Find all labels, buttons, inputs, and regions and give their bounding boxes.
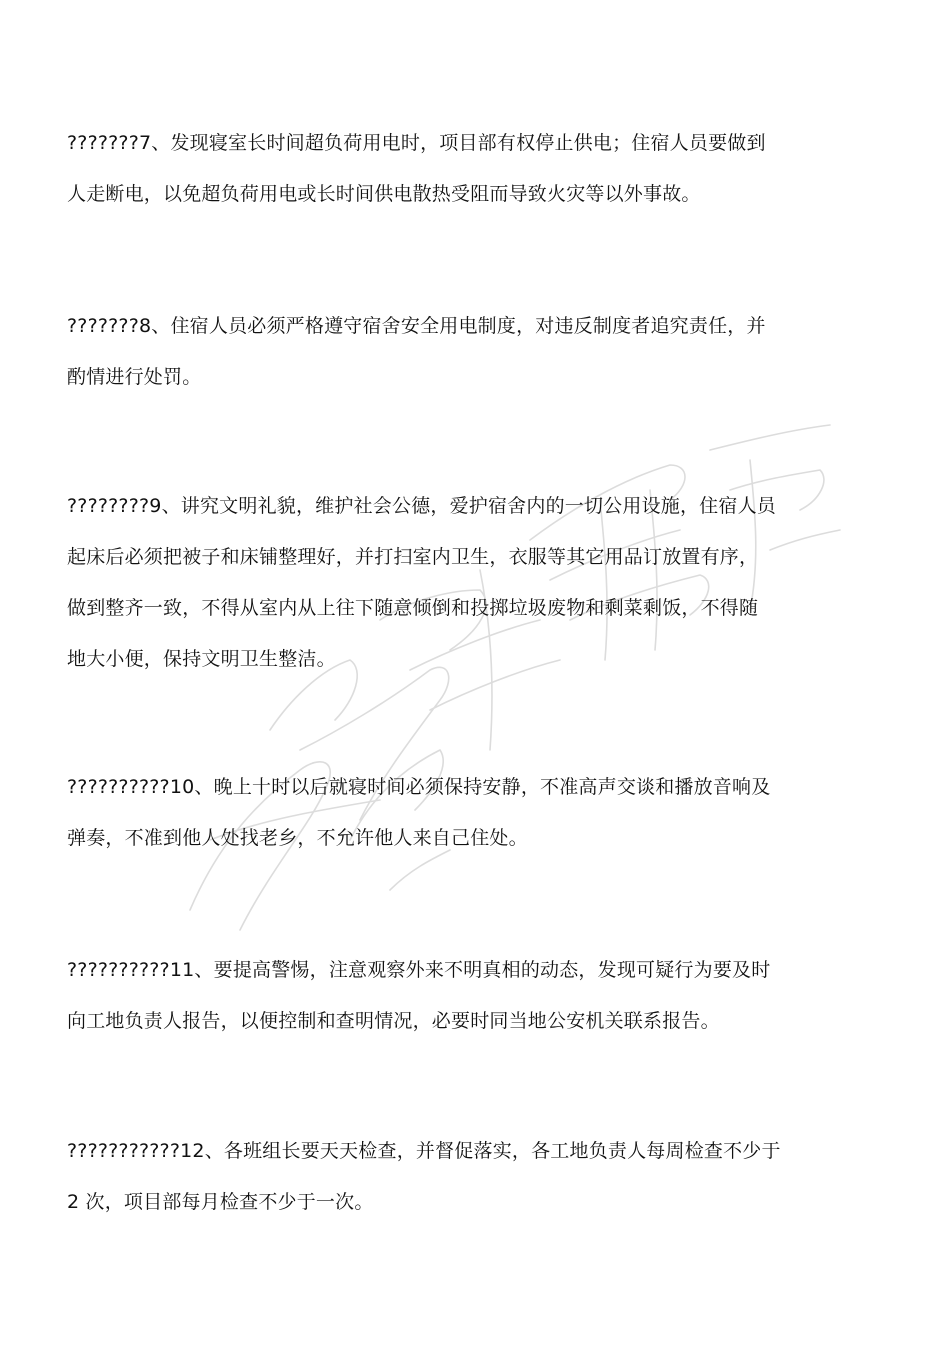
clause-11-line-1: ??????????11、要提高警惕，注意观察外来不明真相的动态，发现可疑行为要及时	[67, 959, 771, 981]
clause-9-line-4: 地大小便，保持文明卫生整洁。	[67, 648, 336, 670]
clause-12	[67, 1126, 857, 1228]
clause-9-line-1: ????????9、讲究文明礼貌，维护社会公德，爱护宿舍内的一切公用设施，住宿人员	[67, 495, 776, 517]
clause-7-line-2: 人走断电，以免超负荷用电或长时间供电散热受阻而导致火灾等以外事故。	[67, 183, 701, 205]
clause-12-line-1: ???????????12、各班组长要天天检查，并督促落实，各工地负责人每周检查不少于	[67, 1140, 781, 1162]
clause-12-line-2: 2 次，项目部每月检查不少于一次。	[67, 1191, 374, 1213]
clause-11-line-2: 向工地负责人报告，以便控制和查明情况，必要时同当地公安机关联系报告。	[67, 1010, 720, 1032]
clause-10-line-1: ??????????10、晚上十时以后就寝时间必须保持安静，不准高声交谈和播放音响及	[67, 776, 771, 798]
clause-8	[67, 301, 857, 403]
clause-7	[67, 118, 857, 220]
clause-7-line-1: ???????7、发现寝室长时间超负荷用电时，项目部有权停止供电；住宿人员要做到	[67, 132, 766, 154]
clause-9	[67, 481, 857, 685]
clause-9-line-3: 做到整齐一致，不得从室内从上往下随意倾倒和投掷垃圾废物和剩菜剩饭，不得随	[67, 597, 759, 619]
clause-11	[67, 945, 857, 1047]
clause-8-line-1: ???????8、住宿人员必须严格遵守宿舍安全用电制度，对违反制度者追究责任，并	[67, 315, 766, 337]
clause-9-line-2: 起床后必须把被子和床铺整理好，并打扫室内卫生，衣服等其它用品订放置有序，	[67, 546, 759, 568]
clause-10	[67, 762, 857, 864]
clause-10-line-2: 弹奏，不准到他人处找老乡，不允许他人来自己住处。	[67, 827, 528, 849]
clause-8-line-2: 酌情进行处罚。	[67, 366, 202, 388]
